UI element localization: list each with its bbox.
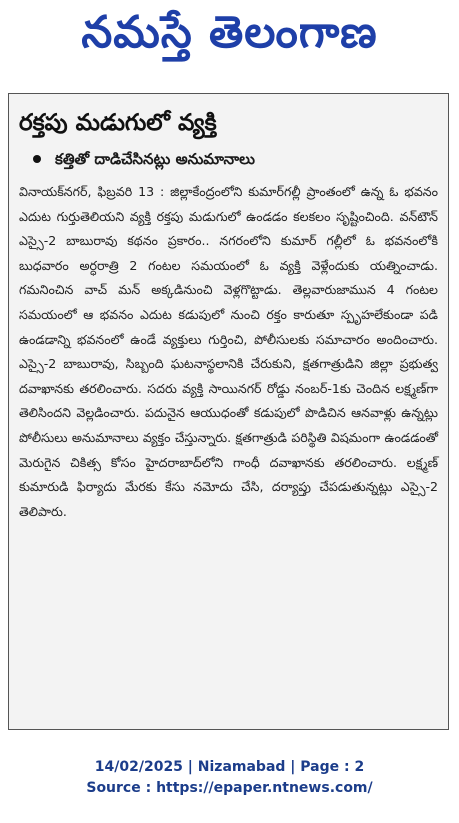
article-body	[9, 180, 448, 524]
newspaper-logo: నమస్తే తెలంగాణ	[81, 7, 378, 58]
masthead	[0, 0, 459, 76]
article-dateline: వినాయక్‌నగర్, ఫిబ్రవరి 13 :	[19, 184, 165, 199]
article-headline: రక్తపు మడుగులో వ్యక్తి	[19, 110, 217, 136]
footer-edition-info: 14/02/2025 | Nizamabad | Page : 2	[94, 759, 365, 775]
article-body-text: జిల్లాకేంద్రంలోని కుమార్‌గల్లీ ప్రాంతంలో ఉన్న ఓ భవనం ఎదుట గుర్తుతెలియని వ్యక్తి రక్తపు మడుగులో ఉండడం కలకలం సృష్టించింది. వన్‌టౌన్ ఎస్సై-2 బాబురావు కథనం ప్రకారం.. నగరంలోని కుమార్ గల్లీలో ఓ భవనంలోకి బుధవారం అర్ధరాత్రి 2 గంటల సమయంలో ఓ వ్యక్తి వెళ్లేందుకు యత్నించాడు. గమనించిన వాచ్ మన్ అక్కడినుంచి వెళ్లగొట్టాడు. తెల్లవారుజామున 4 గంటల సమయంలో ఆ భవనం ఎదుట కడుపులో నుంచి రక్తం కారుతూ స్పృహలేకుండా పడి ఉండడాన్ని భవనంలో ఉండే వ్యక్తులు గుర్తించి, పోలీసులకు సమాచారం అందించారు. ఎస్సై-2 బాబురావు, సిబ్బంది ఘటనాస్థలానికి చేరుకుని, క్షతగాత్రుడిని జిల్లా ప్రభుత్వ దవాఖానకు తరలించారు. సదరు వ్యక్తి సాయినగర్ రోడ్డు నంబర్-1కు చెందిన లక్ష్మణ్‌గా తెలిసిందని వెల్లడించారు. పదునైన ఆయుధంతో కడుపులో పొడిచిన ఆనవాళ్లు ఉన్నట్లు పోలీసులు అనుమానాలు వ్యక్తం చేస్తున్నారు. క్షతగాత్రుడి పరిస్థితి విషమంగా ఉండడంతో మెరుగైన చికిత్స కోసం హైదరాబాద్‌లోని గాంధీ దవాఖానకు తరలించారు. లక్ష్మణ్ కుమారుడి ఫిర్యాదు మేరకు కేసు నమోదు చేసి, దర్యాప్తు చేపడుతున్నట్లు ఎస్సై-2 తెలిపారు.	[19, 184, 438, 519]
article-subhead	[9, 148, 448, 170]
article-clipping	[8, 93, 449, 730]
bullet-icon	[33, 155, 41, 163]
page-footer	[0, 757, 459, 799]
article-subhead-text: కత్తితో దాడిచేసినట్లు అనుమానాలు	[55, 150, 255, 168]
footer-source: Source : https://epaper.ntnews.com/	[86, 780, 373, 796]
